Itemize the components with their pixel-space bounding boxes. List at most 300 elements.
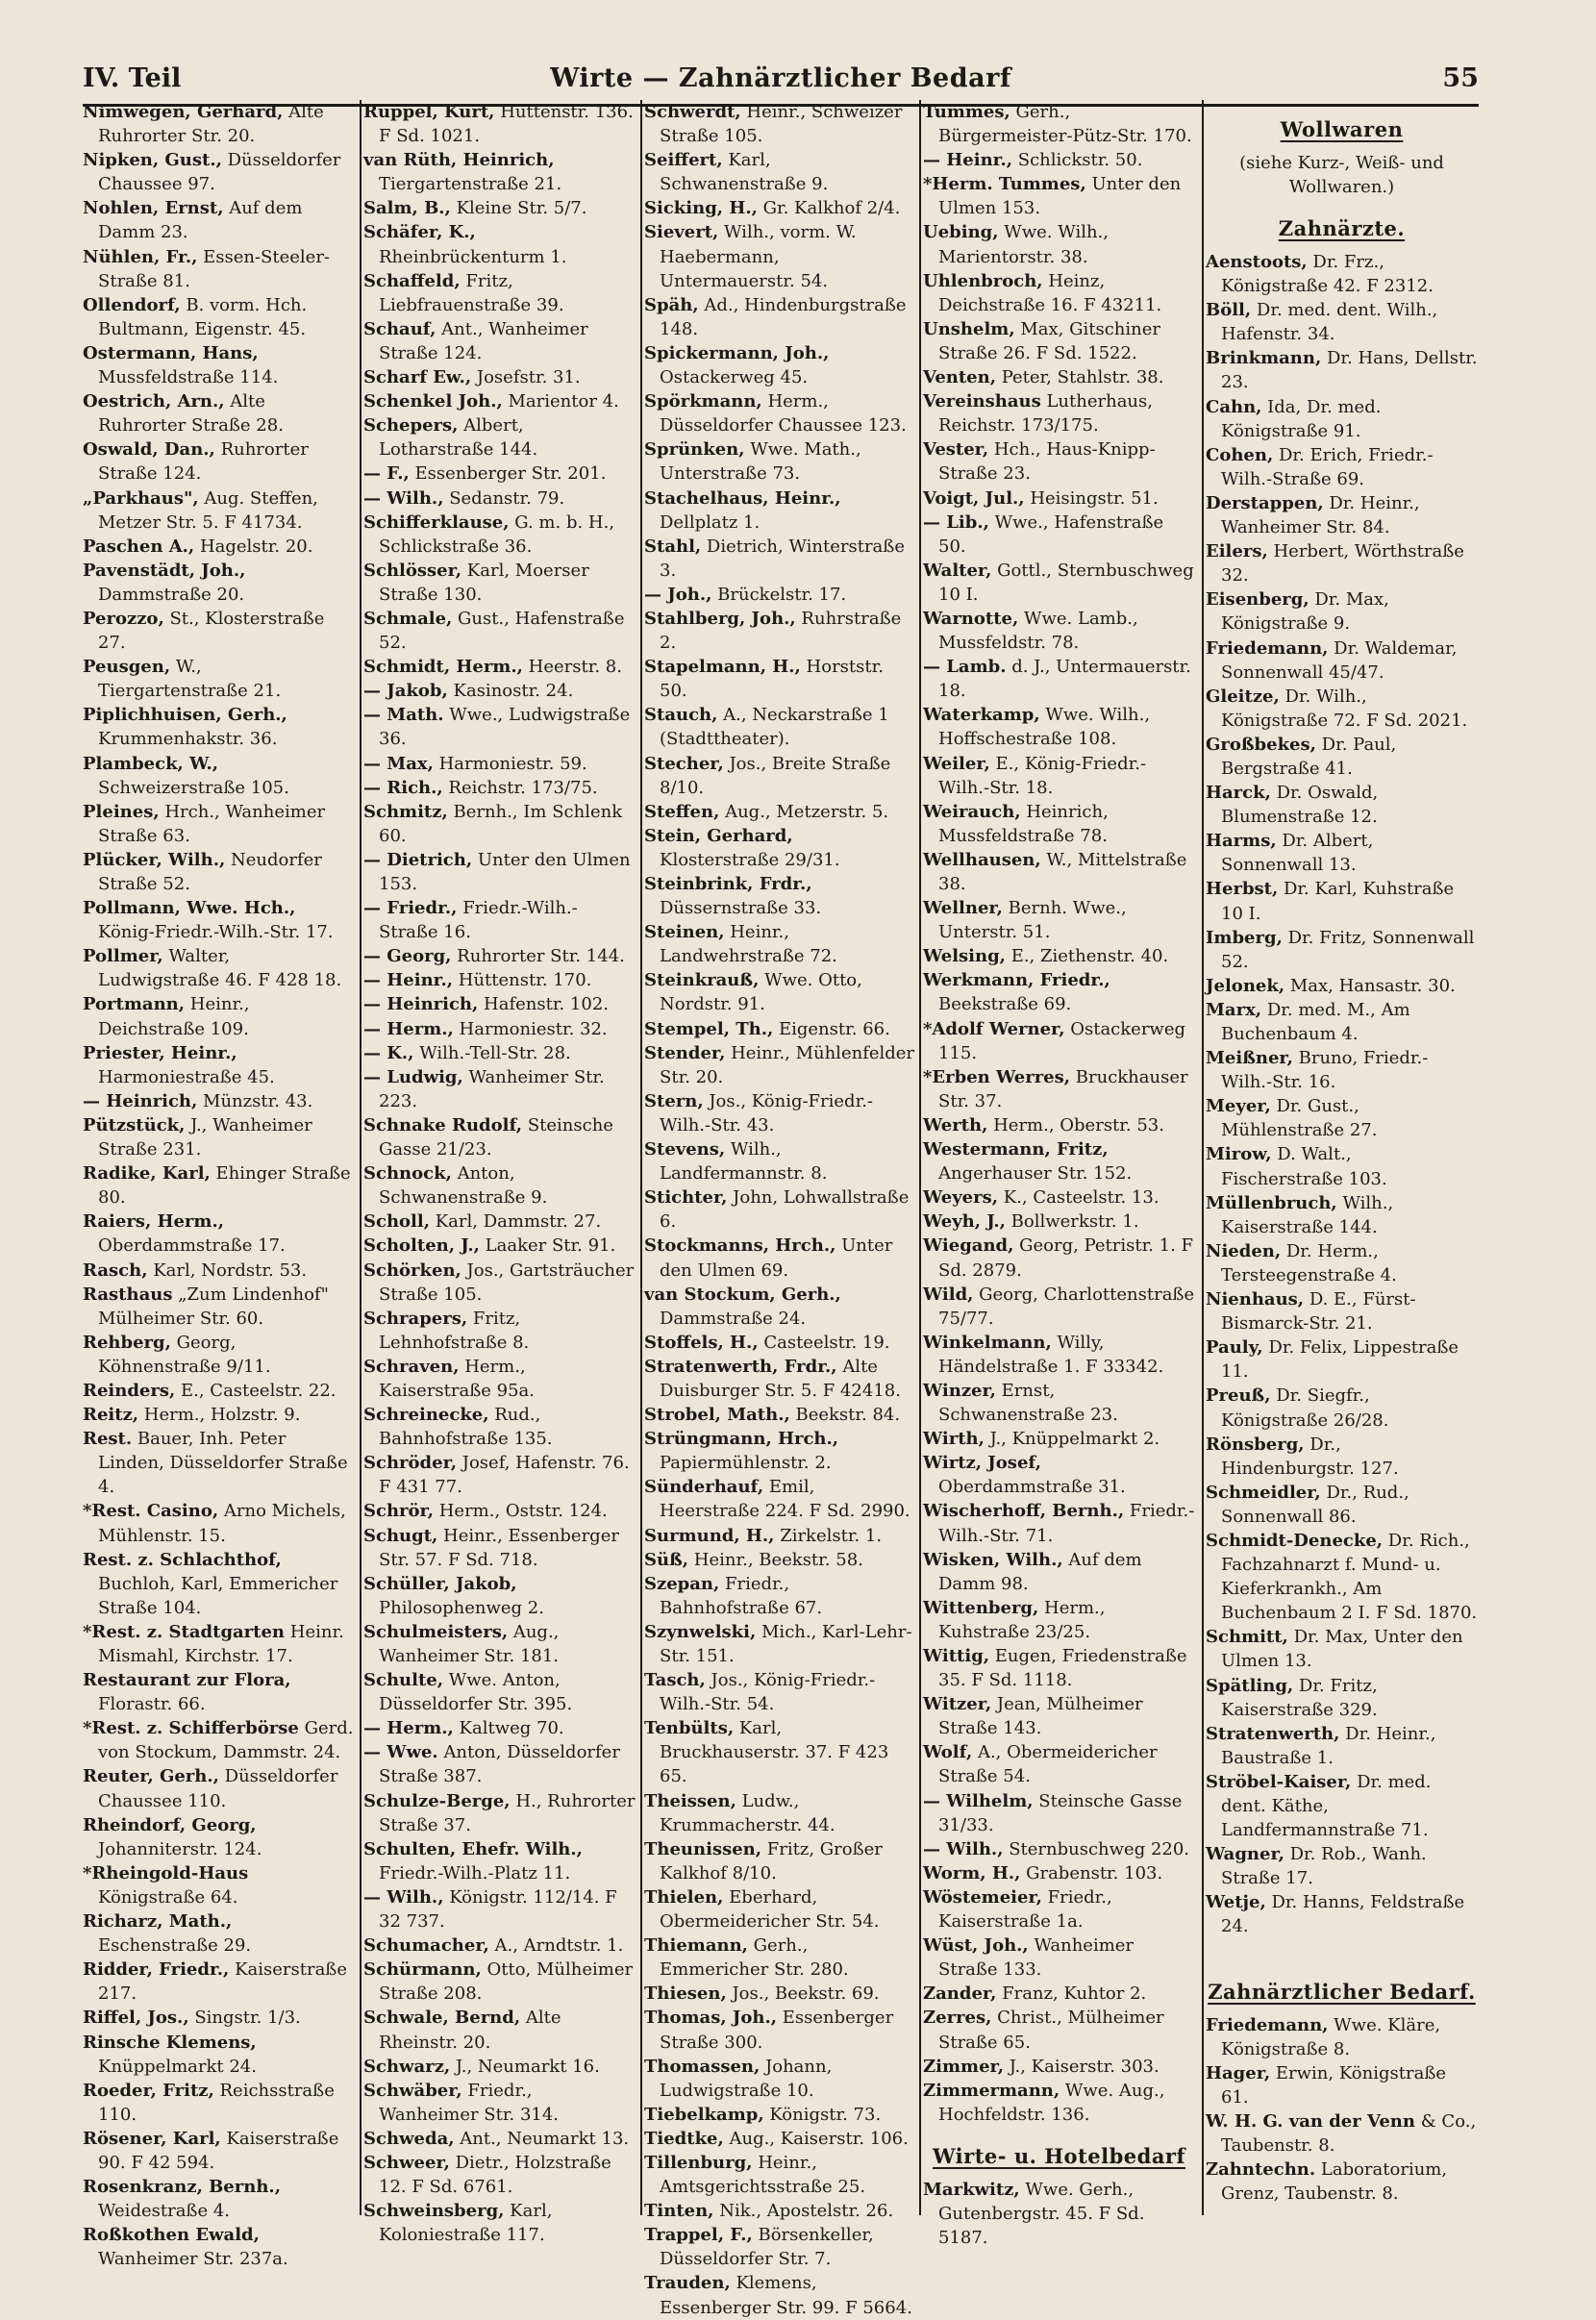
entry-address: Aug., Metzerstr. 5. xyxy=(725,801,889,822)
directory-entry xyxy=(1206,395,1478,443)
directory-entry xyxy=(1206,1433,1478,1481)
entry-address: Alte Rheinstr. 20. xyxy=(379,2008,561,2053)
entry-address: Wwe. Wilh., Marientorstr. 38. xyxy=(938,222,1109,267)
entry-address: Gerd. von Stockum, Dammstr. 24. xyxy=(98,1718,354,1763)
entry-name: — Heinr., xyxy=(923,150,1013,171)
entry-name: Süß, xyxy=(644,1549,689,1570)
directory-entry xyxy=(83,1716,355,1764)
entry-address: Franz, Kuhtor 2. xyxy=(1002,1983,1147,2005)
directory-entry xyxy=(644,2103,916,2127)
entry-address: J., Wanheimer Straße 231. xyxy=(98,1114,312,1160)
entry-name: Cahn, xyxy=(1206,396,1262,417)
directory-entry xyxy=(1206,685,1478,733)
directory-entry xyxy=(923,2055,1195,2079)
entry-address: Eberhard, Obermeidericher Str. 54. xyxy=(660,1886,880,1933)
directory-entry xyxy=(923,2006,1195,2054)
entry-address: Dr. med. M., Am Buchenbaum 4. xyxy=(1221,999,1410,1044)
entry-name: Wiegand, xyxy=(923,1235,1014,1257)
directory-entry xyxy=(83,1620,355,1668)
directory-entry xyxy=(644,1403,916,1427)
entry-address: Emil, Heerstraße 224. F Sd. 2990. xyxy=(660,1477,910,1522)
entry-address: König-Friedr.-Wilh.-Str. 17. xyxy=(98,922,334,943)
entry-name: Tenbülts, xyxy=(644,1718,735,1739)
entry-name: Stoffels, H., xyxy=(644,1332,759,1353)
entry-name: Thiesen, xyxy=(644,1983,727,2005)
entry-name: Stauch, xyxy=(644,705,718,726)
directory-entry xyxy=(1206,2013,1478,2061)
entry-address: Wwe. Math., Unterstraße 73. xyxy=(660,439,861,485)
entry-address: Klemens, Essenberger Str. 99. F 5664. xyxy=(660,2273,912,2318)
entry-name: Schmitt, xyxy=(1206,1627,1288,1648)
directory-entry xyxy=(644,703,916,751)
directory-entry xyxy=(1206,1094,1478,1142)
directory-entry xyxy=(644,1089,916,1137)
entry-address: Heinz, Deichstraße 16. F 43211. xyxy=(938,270,1162,315)
directory-entry xyxy=(644,1137,916,1185)
page-number: 55 xyxy=(1442,63,1479,93)
entry-name: Stahl, xyxy=(644,536,702,557)
entry-address: Karl, Bruckhauserstr. 37. F 423 65. xyxy=(660,1718,889,1787)
section-title-hotelbedarf: Wirte- u. Hotelbedarf xyxy=(932,2143,1186,2168)
directory-entry xyxy=(923,437,1195,486)
directory-entry xyxy=(363,196,636,220)
entry-address: Heinr., Amtsgerichtsstraße 25. xyxy=(660,2152,866,2198)
entry-name: Reinders, xyxy=(83,1380,176,1401)
directory-entry xyxy=(1206,2158,1478,2206)
directory-entry xyxy=(923,1234,1195,1282)
entry-name: Pützstück, xyxy=(83,1114,186,1135)
entry-name: Schmidt, Herm., xyxy=(363,657,523,678)
directory-entry xyxy=(1206,491,1478,539)
entry-name: Plücker, Wilh., xyxy=(83,849,226,870)
entry-name: Rasthaus xyxy=(83,1284,173,1305)
directory-entry xyxy=(923,220,1195,268)
entry-address: Johann, Ludwigstraße 10. xyxy=(660,2056,833,2101)
directory-entry xyxy=(923,1451,1195,1499)
entry-name: Cohen, xyxy=(1206,444,1274,465)
entry-address: Herbert, Wörthstraße 32. xyxy=(1221,541,1464,586)
entry-name: Restaurant zur Flora, xyxy=(83,1670,291,1691)
entry-name: Weiler, xyxy=(923,753,990,774)
entry-address: Dr. Herm., Tersteegenstraße 4. xyxy=(1221,1240,1397,1285)
entry-address: Essenberger Straße 300. xyxy=(660,2008,894,2053)
entry-address: E., Casteelstr. 22. xyxy=(181,1380,337,1401)
entry-name: — Math. xyxy=(363,705,444,726)
entry-name: Plambeck, W., xyxy=(83,753,219,774)
entry-address: Auf dem Damm 23. xyxy=(98,198,303,243)
entry-address: Friedr.-Wilh.-Straße 16. xyxy=(379,898,578,943)
entry-name: — Wilh., xyxy=(923,1838,1004,1859)
entry-address: Dr. Heinr., Wanheimer Str. 84. xyxy=(1221,492,1420,538)
entry-name: Tiebelkamp, xyxy=(644,2104,764,2125)
entry-address: Max, Hansastr. 30. xyxy=(1289,975,1456,996)
directory-entry xyxy=(644,196,916,220)
entry-address: Reichsstraße 110. xyxy=(98,2080,335,2125)
directory-entry xyxy=(83,1909,355,1958)
entry-address: Laboratorium, Grenz, Taubenstr. 8. xyxy=(1221,2159,1448,2205)
entry-address: Dr. Paul, Bergstraße 41. xyxy=(1221,734,1397,779)
entry-name: Rönsberg, xyxy=(1206,1434,1305,1455)
column-4-entries xyxy=(923,100,1195,2127)
entry-address: Ant., Wanheimer Straße 124. xyxy=(379,318,588,363)
entry-address: Kasinostr. 24. xyxy=(453,681,574,702)
directory-entry xyxy=(363,2006,636,2054)
column-4 xyxy=(923,100,1195,2249)
directory-entry xyxy=(1206,1674,1478,1722)
directory-entry xyxy=(923,172,1195,220)
entry-address: Dr. med. dent. Käthe, Landfermannstraße 71. xyxy=(1221,1771,1432,1841)
directory-entry xyxy=(1206,1529,1478,1625)
entry-address: Eschenstraße 29. xyxy=(98,1935,252,1957)
directory-entry xyxy=(644,968,916,1016)
column-3 xyxy=(644,100,916,2318)
directory-entry xyxy=(1206,1287,1478,1335)
column-divider xyxy=(919,100,921,2215)
entry-name: Schmidt-Denecke, xyxy=(1206,1530,1384,1551)
directory-entry xyxy=(363,1451,636,1499)
entry-name: *Rest. Casino, xyxy=(83,1501,219,1522)
entry-address: Essenberger Str. 201. xyxy=(414,463,607,485)
directory-entry xyxy=(363,365,636,389)
entry-address: Karl, Nordstr. 53. xyxy=(153,1260,308,1281)
entry-address: Philosophenweg 2. xyxy=(379,1597,544,1618)
entry-name: Wisken, Wilh., xyxy=(923,1549,1063,1570)
entry-address: Gr. Kalkhof 2/4. xyxy=(762,198,901,219)
entry-address: Bollwerkstr. 1. xyxy=(1010,1211,1139,1233)
entry-name: Zander, xyxy=(923,1983,997,2005)
entry-address: Grabenstr. 103. xyxy=(1026,1862,1163,1883)
entry-address: Albert, Lotharstraße 144. xyxy=(379,415,538,461)
directory-entry xyxy=(363,607,636,655)
entry-address: Jos., Breite Straße 8/10. xyxy=(660,753,891,798)
directory-entry xyxy=(83,293,355,341)
entry-name: Winkelmann, xyxy=(923,1332,1052,1353)
directory-entry xyxy=(644,2271,916,2319)
entry-address: Börsenkeller, Düsseldorfer Str. 7. xyxy=(660,2225,874,2270)
directory-entry xyxy=(923,317,1195,365)
directory-entry xyxy=(923,968,1195,1016)
directory-entry xyxy=(923,1861,1195,1885)
directory-entry xyxy=(363,389,636,413)
directory-entry xyxy=(923,703,1195,751)
entry-name: Rasch, xyxy=(83,1260,148,1281)
directory-entry xyxy=(363,776,636,800)
entry-address: Wanheimer Str. 237a. xyxy=(98,2249,288,2270)
entry-address: Düsseldorfer Chaussee 97. xyxy=(98,150,341,195)
directory-entry xyxy=(644,872,916,920)
entry-name: Markwitz, xyxy=(923,2179,1020,2200)
directory-entry xyxy=(644,2127,916,2151)
directory-entry xyxy=(644,1283,916,1331)
directory-entry xyxy=(644,920,916,968)
entry-name: Steinbrink, Frdr., xyxy=(644,874,812,894)
entry-name: Rheindorf, Georg, xyxy=(83,1814,257,1835)
entry-name: Nipken, Gust., xyxy=(83,150,222,171)
entry-name: Witzer, xyxy=(923,1694,992,1715)
entry-address: Dellplatz 1. xyxy=(660,511,761,533)
entry-address: Horststr. 50. xyxy=(660,657,884,702)
directory-entry xyxy=(923,1113,1195,1137)
entry-address: Herm., Düsseldorfer Chaussee 123. xyxy=(660,391,907,437)
entry-name: — Rich., xyxy=(363,777,443,798)
entry-address: Jos., König-Friedr.-Wilh.-Str. 54. xyxy=(660,1670,876,1715)
entry-address: Heinr., Landwehrstraße 72. xyxy=(660,922,837,967)
entry-address: Ida, Dr. med. Königstraße 91. xyxy=(1221,396,1382,441)
entry-address: Bernh. Wwe., Unterstr. 51. xyxy=(938,898,1127,943)
entry-address: Jos., Gartsträucher Straße 105. xyxy=(379,1260,635,1305)
entry-name: Derstappen, xyxy=(1206,492,1324,513)
directory-entry xyxy=(83,100,355,148)
entry-address: Dr. Hans, Dellstr. 23. xyxy=(1221,348,1478,393)
entry-address: Heinr., Mühlenfelder Str. 20. xyxy=(660,1042,915,1087)
entry-address: Heerstr. 8. xyxy=(528,657,622,678)
entry-name: Unshelm, xyxy=(923,318,1015,339)
column-1 xyxy=(83,100,355,2270)
entry-address: Heinr., Essenberger Str. 57. F Sd. 718. xyxy=(379,1525,619,1570)
entry-name: Vester, xyxy=(923,439,989,461)
entry-address: Ant., Neumarkt 13. xyxy=(460,2128,630,2149)
entry-name: Thomassen, xyxy=(644,2056,761,2077)
entry-address: Angerhauser Str. 152. xyxy=(938,1163,1133,1185)
entry-name: Raiers, Herm., xyxy=(83,1211,224,1233)
entry-address: Ehinger Straße 80. xyxy=(98,1163,351,1209)
entry-address: Dr. Erich, Friedr.-Wilh.-Straße 69. xyxy=(1221,444,1434,489)
entry-name: Tinten, xyxy=(644,2201,714,2222)
entry-name: Gleitze, xyxy=(1206,686,1280,707)
directory-entry xyxy=(363,1837,636,1885)
directory-entry xyxy=(644,389,916,437)
entry-address: St., Klosterstraße 27. xyxy=(98,608,325,654)
entry-name: Strüngmann, Hrch., xyxy=(644,1429,839,1450)
entry-address: Dr. Siegfr., Königstraße 26/28. xyxy=(1221,1385,1389,1431)
directory-entry xyxy=(923,365,1195,389)
directory-entry xyxy=(923,896,1195,944)
directory-entry xyxy=(83,2127,355,2175)
directory-entry xyxy=(363,1161,636,1210)
directory-entry xyxy=(83,148,355,196)
entry-address: Josef, Hafenstr. 76. F 431 77. xyxy=(379,1453,630,1498)
directory-entry xyxy=(923,800,1195,848)
directory-entry xyxy=(923,1596,1195,1644)
entry-name: Schrapers, xyxy=(363,1308,468,1329)
entry-name: — Dietrich, xyxy=(363,849,473,870)
entry-name: Welsing, xyxy=(923,946,1006,967)
directory-entry xyxy=(644,100,916,148)
entry-address: Beekstr. 84. xyxy=(795,1405,901,1426)
entry-address: Heinr., Schweizer Straße 105. xyxy=(660,102,903,147)
directory-entry xyxy=(1206,346,1478,394)
entry-address: Harmoniestr. 59. xyxy=(438,753,587,774)
directory-entry xyxy=(363,317,636,365)
directory-entry xyxy=(1206,781,1478,829)
entry-name: Uhlenbroch, xyxy=(923,270,1043,291)
entry-address: „Zum Lindenhof" Mülheimer Str. 60. xyxy=(98,1284,329,1329)
entry-address: W., Mittelstraße 38. xyxy=(938,849,1187,894)
directory-entry xyxy=(923,1789,1195,1837)
entry-name: Werkmann, Friedr., xyxy=(923,970,1110,991)
directory-entry xyxy=(1206,733,1478,781)
entry-name: Nohlen, Ernst, xyxy=(83,198,224,219)
entry-address: Dr. Albert, Sonnenwall 13. xyxy=(1221,831,1374,876)
entry-name: — Heinrich, xyxy=(363,994,479,1015)
directory-entry xyxy=(644,437,916,486)
entry-name: Stapelmann, H., xyxy=(644,657,801,678)
entry-name: Wischerhoff, Bernh., xyxy=(923,1501,1125,1522)
entry-name: Voigt, Jul., xyxy=(923,487,1025,509)
directory-entry xyxy=(83,1958,355,2006)
entry-name: Friedemann, xyxy=(1206,2014,1329,2035)
entry-name: Reuter, Gerh., xyxy=(83,1766,219,1787)
entry-name: Roeder, Fritz, xyxy=(83,2080,214,2101)
directory-entry xyxy=(363,679,636,703)
entry-name: Peusgen, xyxy=(83,657,171,678)
entry-name: Thielen, xyxy=(644,1886,724,1908)
entry-name: Ollendorf, xyxy=(83,294,181,315)
entry-address: Kaiserstraße 90. F 42 594. xyxy=(98,2128,339,2173)
entry-address: Herm., Kuhstraße 23/25. xyxy=(938,1597,1106,1642)
entry-name: Tummes, xyxy=(923,102,1010,122)
entry-name: Radike, Karl, xyxy=(83,1163,211,1185)
entry-name: Trauden, xyxy=(644,2273,731,2294)
entry-address: Ruhrorter Str. 144. xyxy=(457,946,625,967)
entry-name: Nimwegen, Gerhard, xyxy=(83,102,284,122)
directory-entry xyxy=(363,2151,636,2199)
directory-entry xyxy=(644,800,916,824)
entry-address: Königstr. 73. xyxy=(769,2104,882,2125)
directory-entry xyxy=(83,2031,355,2079)
entry-address: Unter den Ulmen 153. xyxy=(938,174,1182,219)
entry-address: A., Neckarstraße 1 (Stadttheater). xyxy=(660,705,889,750)
entry-address: A., Arndtstr. 1. xyxy=(494,1935,624,1957)
entry-address: Gerh., Emmericher Str. 280. xyxy=(660,1935,849,1981)
directory-entry xyxy=(644,1234,916,1282)
directory-entry xyxy=(923,2079,1195,2127)
entry-address: Bauer, Inh. Peter Linden, Düsseldorfer Straße 4. xyxy=(98,1429,348,1498)
directory-entry xyxy=(923,1548,1195,1596)
directory-entry xyxy=(644,2223,916,2271)
entry-address: Dr. Wilh., Königstraße 72. F Sd. 2021. xyxy=(1221,686,1468,731)
directory-entry xyxy=(1206,1384,1478,1432)
entry-name: Rüppel, Kurt, xyxy=(363,102,495,122)
directory-entry xyxy=(363,269,636,317)
directory-entry xyxy=(923,848,1195,896)
entry-name: Schäfer, K., xyxy=(363,222,476,243)
section-title-wollwaren: Wollwaren xyxy=(1280,117,1404,141)
entry-name: — Heinrich, xyxy=(83,1090,198,1111)
directory-entry xyxy=(363,559,636,607)
entry-name: *Herm. Tummes, xyxy=(923,174,1086,195)
entry-address: Hüttenstr. 136. F Sd. 1021. xyxy=(379,102,634,147)
entry-name: Steinkrauß, xyxy=(644,970,760,991)
entry-name: Waterkamp, xyxy=(923,705,1040,726)
entry-name: Aenstoots, xyxy=(1206,252,1308,272)
entry-name: Wetje, xyxy=(1206,1892,1266,1913)
directory-entry xyxy=(644,1524,916,1548)
entry-address: Bruno, Friedr.-Wilh.-Str. 16. xyxy=(1221,1048,1429,1093)
directory-entry xyxy=(923,1065,1195,1113)
entry-name: *Erben Werres, xyxy=(923,1066,1071,1087)
entry-name: Stein, Gerhard, xyxy=(644,825,793,846)
directory-entry xyxy=(363,1017,636,1041)
directory-entry xyxy=(363,944,636,968)
entry-name: Sünderhauf, xyxy=(644,1477,764,1498)
entry-name: Schaffeld, xyxy=(363,270,461,291)
directory-entry xyxy=(83,1089,355,1113)
entry-name: *Rheingold-Haus xyxy=(83,1862,249,1883)
entry-address: Dr., Hindenburgstr. 127. xyxy=(1221,1434,1399,1479)
entry-address: Otto, Mülheimer Straße 208. xyxy=(379,1959,634,2005)
wollwaren-note: (siehe Kurz-, Weiß- und Wollwaren.) xyxy=(1239,153,1444,197)
entry-address: Wwe. Wilh., Hoffschestraße 108. xyxy=(938,705,1151,750)
entry-name: Tiedtke, xyxy=(644,2128,724,2149)
entry-address: E., König-Friedr.-Wilh.-Str. 18. xyxy=(938,753,1147,798)
entry-address: Zirkelstr. 1. xyxy=(780,1525,883,1546)
entry-name: Reitz, xyxy=(83,1405,139,1426)
directory-entry xyxy=(923,100,1195,148)
directory-entry xyxy=(83,1161,355,1210)
directory-entry xyxy=(644,1355,916,1403)
entry-address: Ostackerweg 45. xyxy=(660,367,809,388)
directory-entry xyxy=(644,220,916,292)
entry-name: Stevens, xyxy=(644,1139,726,1160)
directory-entry xyxy=(1206,250,1478,298)
entry-address: Wwe. Aug., Hochfeldstr. 136. xyxy=(938,2080,1165,2125)
entry-address: Heinr., Deichstraße 109. xyxy=(98,994,250,1039)
directory-entry xyxy=(363,752,636,776)
entry-address: Klosterstraße 29/31. xyxy=(660,849,840,870)
directory-entry xyxy=(923,1210,1195,1234)
directory-entry xyxy=(644,1331,916,1355)
directory-entry xyxy=(363,1065,636,1113)
entry-address: Kleine Str. 5/7. xyxy=(456,198,587,219)
directory-entry xyxy=(83,944,355,992)
directory-entry xyxy=(363,100,636,148)
entry-name: Nühlen, Fr., xyxy=(83,246,198,267)
directory-entry xyxy=(1206,926,1478,974)
entry-name: Schulte, xyxy=(363,1670,444,1691)
entry-name: — Lamb. xyxy=(923,657,1007,678)
directory-entry xyxy=(923,1740,1195,1788)
page-title: Wirte — Zahnärztlicher Bedarf xyxy=(550,63,1011,93)
entry-name: Schepers, xyxy=(363,415,459,437)
entry-address: Münzstr. 43. xyxy=(203,1090,313,1111)
column-divider xyxy=(640,100,642,2215)
entry-name: Stahlberg, Joh., xyxy=(644,608,796,629)
directory-entry xyxy=(644,148,916,196)
entry-name: Hager, xyxy=(1206,2062,1271,2083)
entry-name: Schreinecke, xyxy=(363,1405,489,1426)
directory-entry xyxy=(644,1427,916,1475)
entry-address: Dietr., Holzstraße 12. F Sd. 6761. xyxy=(379,2152,611,2198)
directory-entry xyxy=(363,1572,636,1620)
directory-entry xyxy=(83,196,355,244)
zahnaerzte-entries xyxy=(1206,250,1478,1939)
entry-address: Wilh., vorm. W. Haebermann, Untermauerstr. 54. xyxy=(660,222,857,291)
entry-address: Düssernstraße 33. xyxy=(660,898,822,919)
entry-name: Preuß, xyxy=(1206,1385,1271,1407)
directory-entry xyxy=(363,486,636,511)
entry-name: Portmann, xyxy=(83,994,186,1015)
entry-name: Zimmer, xyxy=(923,2056,1004,2077)
directory-entry xyxy=(363,2127,636,2151)
entry-address: Sternbuschweg 220. xyxy=(1009,1838,1190,1859)
entry-name: Piplichhuisen, Gerh., xyxy=(83,705,287,726)
entry-name: Werth, xyxy=(923,1114,988,1135)
directory-entry xyxy=(1206,974,1478,998)
entry-name: Seiffert, xyxy=(644,150,723,171)
directory-entry xyxy=(83,992,355,1040)
directory-entry xyxy=(1206,998,1478,1046)
